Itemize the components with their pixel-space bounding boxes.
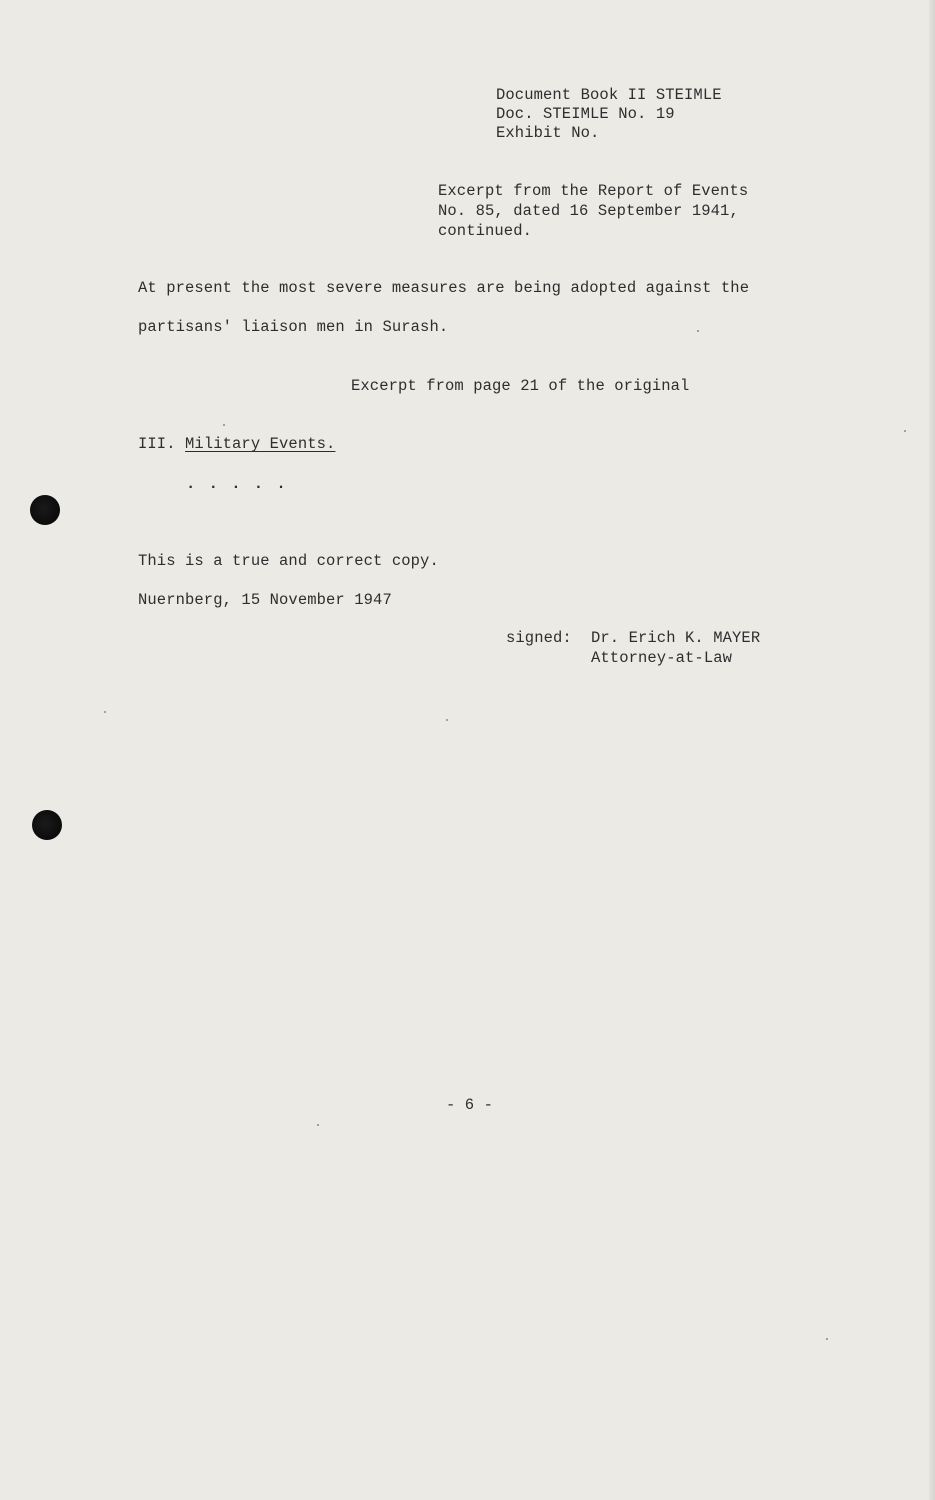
page-edge [929,0,935,1500]
document-number: Doc. STEIMLE No. 19 [496,105,675,123]
punch-hole-top [30,495,60,525]
body-line-2: partisans' liaison men in Surash. [138,318,449,336]
omission-dots: . . . . . [186,475,288,493]
paper-speck [826,1338,828,1340]
paper-speck [104,711,106,713]
body-line-1: At present the most severe measures are being adopted against the [138,279,750,297]
excerpt-heading-line-3: continued. [438,222,533,240]
signatory-title: Attorney-at-Law [591,649,733,667]
paper-speck [223,424,225,426]
page-reference: Excerpt from page 21 of the original [351,377,690,395]
section-heading [138,434,335,454]
paper-speck [904,430,906,432]
paper-speck [697,330,699,332]
excerpt-heading-line-1: Excerpt from the Report of Events [438,182,749,200]
certification-statement: This is a true and correct copy. [138,552,439,570]
signature-label: signed: [506,629,572,647]
signatory-name: Dr. Erich K. MAYER [591,629,761,647]
place-and-date: Nuernberg, 15 November 1947 [138,591,392,609]
page-number: - 6 - [446,1096,494,1114]
document-book-label: Document Book II STEIMLE [496,86,722,104]
exhibit-number: Exhibit No. [496,124,600,142]
paper-speck [317,1124,319,1126]
section-number: III. [138,435,176,453]
excerpt-heading-line-2: No. 85, dated 16 September 1941, [438,202,739,220]
paper-speck [446,719,448,721]
section-title: Military Events. [185,435,336,453]
punch-hole-bottom [32,810,62,840]
